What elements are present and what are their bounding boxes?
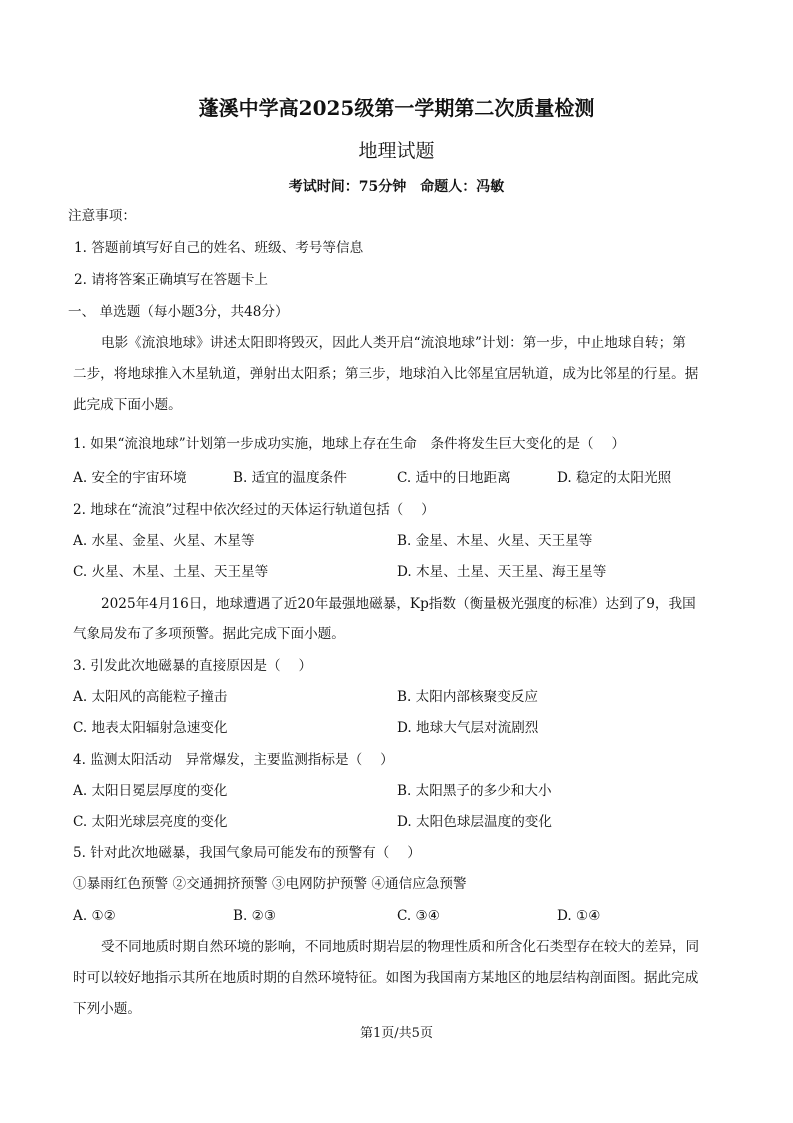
question-3-option-a: A. 太阳风的高能粒子撞击 [73, 689, 228, 705]
question-4-stem: 4. 监测太阳活动 异常爆发，主要监测指标是（ ） [73, 752, 394, 768]
page-title: 蓬溪中学高2025级第一学期第二次质量检测 [198, 96, 595, 120]
question-5-stem: 5. 针对此次地磁暴，我国气象局可能发布的预警有（ ） [73, 845, 421, 861]
question-1-option-b: B. 适宜的温度条件 [233, 470, 347, 486]
page-subtitle: 地理试题 [358, 140, 435, 162]
question-3-stem: 3. 引发此次地磁暴的直接原因是（ ） [73, 658, 313, 674]
question-1-option-a: A. 安全的宇宙环境 [73, 470, 187, 486]
notes-heading: 注意事项： [68, 208, 136, 224]
passage-2-line-2: 气象局发布了多项预警。据此完成下面小题。 [73, 626, 345, 642]
passage-2-line-1: 2025年4月16日，地球遭遇了近20年最强地磁暴，Kp指数（衡量极光强度的标准）达到了9，我国 [101, 596, 696, 612]
section-heading: 一、 单选题（每小题3分，共48分） [68, 304, 289, 320]
question-2-stem: 2. 地球在“流浪”过程中依次经过的天体运行轨道包括（ ） [73, 502, 435, 518]
passage-3-line-3: 下列小题。 [73, 1001, 141, 1017]
note-item-2: 2. 请将答案正确填写在答题卡上 [74, 272, 269, 288]
question-3-option-b: B. 太阳内部核聚变反应 [397, 689, 538, 705]
page-footer: 第1页/共5页 [360, 1026, 433, 1041]
exam-info: 考试时间：75分钟 命题人：冯敏 [288, 179, 505, 195]
passage-1-line-2: 二步，将地球推入木星轨道，弹射出太阳系；第三步，地球泊入比邻星宜居轨道，成为比邻星的行星。据 [73, 366, 699, 382]
passage-1-line-1: 电影《流浪地球》讲述太阳即将毁灭，因此人类开启“流浪地球”计划：第一步，中止地球自转；第 [101, 335, 686, 351]
question-5-option-d: D. ①④ [557, 908, 601, 924]
question-3-option-c: C. 地表太阳辐射急速变化 [73, 720, 228, 736]
question-4-option-c: C. 太阳光球层亮度的变化 [73, 814, 228, 830]
passage-3-line-2: 时可以较好地指示其所在地质时期的自然环境特征。如图为我国南方某地区的地层结构剖面图。据此完成 [73, 970, 699, 986]
question-1-option-d: D. 稳定的太阳光照 [557, 470, 672, 486]
question-1-option-c: C. 适中的日地距离 [397, 470, 511, 486]
question-5-items: ①暴雨红色预警 ②交通拥挤预警 ③电网防护预警 ④通信应急预警 [73, 876, 467, 892]
question-2-option-d: D. 木星、土星、天王星、海王星等 [397, 564, 607, 580]
question-2-option-b: B. 金星、木星、火星、天王星等 [397, 533, 593, 549]
passage-3-line-1: 受不同地质时期自然环境的影响，不同地质时期岩层的物理性质和所含化石类型存在较大的差异，同 [101, 939, 700, 955]
question-4-option-d: D. 太阳色球层温度的变化 [397, 814, 552, 830]
note-item-1: 1. 答题前填写好自己的姓名、班级、考号等信息 [74, 240, 364, 256]
question-2-option-a: A. 水星、金星、火星、木星等 [73, 533, 255, 549]
question-1-stem: 1. 如果“流浪地球”计划第一步成功实施，地球上存在生命 条件将发生巨大变化的是（ ） [73, 436, 626, 452]
question-5-option-a: A. ①② [73, 908, 116, 924]
passage-1-line-3: 此完成下面小题。 [73, 397, 182, 413]
question-4-option-b: B. 太阳黑子的多少和大小 [397, 783, 552, 799]
question-5-option-c: C. ③④ [397, 908, 440, 924]
question-2-option-c: C. 火星、木星、土星、天王星等 [73, 564, 269, 580]
question-4-option-a: A. 太阳日冕层厚度的变化 [73, 783, 228, 799]
question-3-option-d: D. 地球大气层对流剧烈 [397, 720, 539, 736]
question-5-option-b: B. ②③ [233, 908, 277, 924]
